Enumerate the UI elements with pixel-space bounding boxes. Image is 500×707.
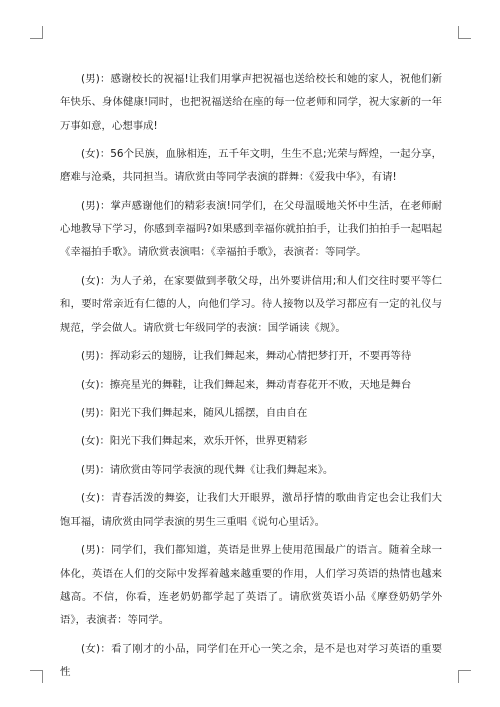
paragraph-5: (男)：挥动彩云的翅膀，让我们舞起来，舞动心情把梦打开，不要再等待: [81, 350, 412, 363]
paragraph-1: (男)：感谢校长的祝福!让我们用掌声把祝福也送给校长和她的家人，祝他们新年快乐、身体健康!同时，也把祝福送给在座的每一位老师和同学，祝大家新的一年万事如意，心想事成!: [60, 73, 442, 132]
paragraph-12: (女)：看了刚才的小品，同学们在开心一笑之余，是不是也对学习英语的重要性: [60, 642, 442, 678]
paragraph-10: (女)：青春活泼的舞姿，让我们大开眼界，激昂抒情的歌曲肯定也会让我们大饱耳福，请欣赏由同学表演的男生三重唱《说句心里话》。: [60, 492, 442, 528]
paragraph-3: (男)：掌声感谢他们的精彩表演!同学们，在父母温暖地关怀中生活，在老师耐心地教导下学习，你感到幸福吗?如果感到幸福你就拍拍手，让我们拍拍手一起唱起《幸福拍手歌》。请欣赏表演唱：《幸福拍手歌》，表演者：等同学。: [60, 199, 442, 259]
document-body: [60, 68, 442, 684]
paragraph-11: (男)：同学们，我们都知道，英语是世界上使用范围最广的语言。随着全球一体化，英语在人们的交际中发挥着越来越重要的作用，人们学习英语的热情也越来越高。不信，你看，连老奶奶都学起了英语了。请欣赏英语小品《摩登奶奶学外语》，表演者：等同学。: [60, 544, 442, 627]
crop-mark-top-left: [30, 26, 43, 39]
paragraph-7: (男)：阳光下我们舞起来，随风儿摇摆，自由自在: [81, 406, 308, 419]
paragraph-6: (女)：擦亮星光的舞鞋，让我们舞起来，舞动青春花开不败，天地是舞台: [81, 378, 412, 391]
paragraph-4: (女)：为人子弟，在家要做到孝敬父母，出外要讲信用;和人们交往时要平等仁和，要时常亲近有仁德的人，向他们学习。待人接物以及学习都应有一定的礼仪与规范，学会做人。请欣赏七年级同学的表演：国学诵读《规》。: [60, 274, 442, 334]
paragraph-9: (男)：请欣赏由等同学表演的现代舞《让我们舞起来》。: [81, 463, 334, 476]
paragraph-2: (女)：56个民族，血脉相连，五千年文明，生生不息;光荣与辉煌，一起分享，磨难与沧桑，共同担当。请欣赏由等同学表演的群舞：《爱我中华》，有请!: [60, 148, 442, 184]
crop-mark-bottom-left: [30, 670, 43, 683]
crop-mark-bottom-right: [458, 670, 471, 683]
crop-mark-top-right: [458, 26, 471, 39]
paragraph-8: (女)：阳光下我们舞起来，欢乐开怀，世界更精彩: [81, 435, 308, 448]
